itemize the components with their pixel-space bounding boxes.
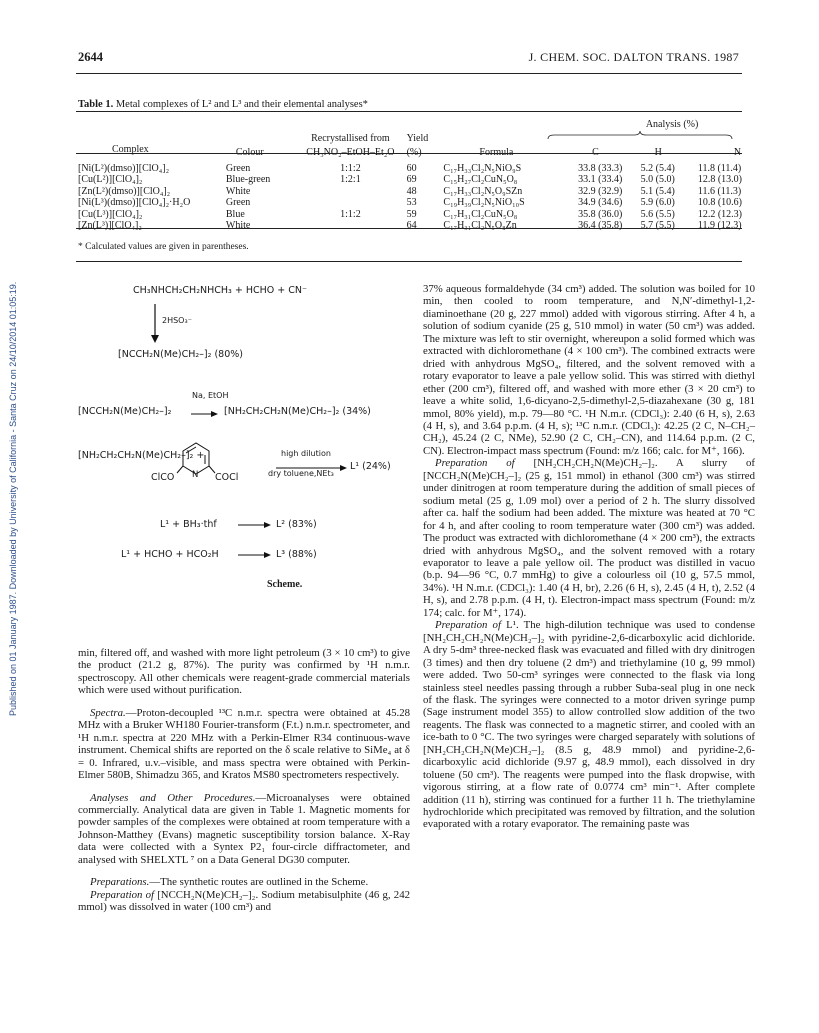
table-cell-complex: [Ni(L³)(dmso)][ClO₄]₂·H₂O <box>78 197 191 209</box>
right-column <box>423 283 755 831</box>
table-cell-c: 36.4 (35.8) <box>578 220 623 232</box>
table-section-rule <box>76 261 742 262</box>
table-cell-h: 5.9 (6.0) <box>640 197 675 209</box>
table-cell-c: 33.8 (33.3) <box>578 163 623 174</box>
scheme-reactants-4: L¹ + BH₃·thf <box>160 519 217 530</box>
table-cell-formula: C₁₇H₃₃Cl₂N₅O₉SZn <box>443 185 523 197</box>
table-cell-n: 11.9 (12.3) <box>697 220 742 232</box>
download-watermark: Published on 01 January 1987. Downloaded by University of California - Santa Cruz on 24/10/2014 01:05:19. <box>8 281 18 716</box>
scheme-reagent-1: 2HSO₃⁻ <box>162 316 192 325</box>
journal-header: J. CHEM. SOC. DALTON TRANS. 1987 <box>528 50 739 64</box>
table-cell-colour: Blue <box>225 208 245 220</box>
prep-nitrile-heading: Preparation of <box>90 888 154 901</box>
analysis-header: Analysis (%) <box>645 118 699 130</box>
header-colour: Colour <box>235 147 264 158</box>
header-yield-unit: (%) <box>406 147 422 158</box>
header-c: C <box>592 147 599 158</box>
scheme-reactants-5: L¹ + HCHO + HCO₂H <box>121 549 219 560</box>
metal-complex-table <box>78 118 742 231</box>
prep-nitrile-text: [NCCH₂N(Me)CH₂–]₂. Sodium metabisulphite (46 g, 242 mmol) was dissolved in water (100 cm³) and <box>78 888 410 914</box>
table-label: Table 1. <box>78 99 114 110</box>
header-formula: Formula <box>479 147 514 158</box>
header-yield: Yield <box>406 132 429 144</box>
table-header-rule <box>76 153 742 154</box>
scheme-condition-high-dilution: high dilution <box>281 449 331 458</box>
left-paragraph-preparations <box>78 876 410 888</box>
table-cell-h: 5.6 (5.5) <box>640 208 675 220</box>
left-paragraph-analyses <box>78 792 410 867</box>
left-paragraph-prep-nitrile <box>78 889 410 914</box>
spectra-text: —Proton-decoupled ¹³C n.m.r. spectra were obtained at 45.28 MHz with a Bruker WH180 Fourier-transform (F.t.) n.m.r. spectrometer, and ¹H n.m.r. spectra at 220 MHz with a Perkin-Elmer R34 continuous-wave instrument. Chemical shifts are reported on the δ scale relative to SiMe₄ at δ = 0. Infrared, u.v.–visible, and mass spectra were obtained with Perkin-Elmer 580B, Shimadzu 365, and Kratos MS80 spectrometers respectively. <box>78 706 410 782</box>
preparations-text: —The synthetic routes are outlined in the Scheme. <box>149 876 369 889</box>
table-cell-recryst <box>294 220 406 231</box>
spectra-heading: Spectra. <box>90 706 126 719</box>
scheme-product-1: [NCCH₂N(Me)CH₂–]₂ (80%) <box>118 349 243 360</box>
scheme-reactant-3: [NH₂CH₂CH₂N(Me)CH₂–]₂ + <box>78 450 205 461</box>
table-cell-complex: [Zn(L³)][ClO₄]₂ <box>78 220 142 232</box>
table-body <box>78 158 742 231</box>
table-cell-h: 5.0 (5.0) <box>640 174 675 186</box>
scheme-label: Scheme. <box>267 579 303 590</box>
scheme-product-4: L² (83%) <box>276 519 317 530</box>
scheme-reagent-2: Na, EtOH <box>192 391 229 400</box>
table-cell-formula: C₁₇H₃₃Cl₂N₅NiO₉S <box>443 163 522 174</box>
table-cell-recryst: 1:2:1 <box>340 174 361 186</box>
scheme-reactants-1: CH₃NHCH₂CH₂NHCH₃ + HCHO + CN⁻ <box>133 285 307 296</box>
analyses-text: —Microanalyses were obtained commercially. Analytical data are given in Table 1. Magnetic moments for powder samples of the complexes were obtained at room temperature with a Johnson-Matthey (Evans) magnetic susceptibility torsion balance. X-Ray data were collected with a Syntex P2₁ four-circle diffractometer, and analysed with SHELXTL ⁷ on a Data General DG30 computer. <box>78 791 410 866</box>
table-cell-yield: 69 <box>406 174 417 186</box>
arrow-4-head <box>264 522 271 528</box>
table-header-row-2 <box>78 144 742 158</box>
table-cell-recryst <box>294 186 406 197</box>
table-cell-yield: 53 <box>406 197 417 209</box>
table-cell-n: 10.8 (10.6) <box>697 197 742 209</box>
table-row <box>78 220 742 231</box>
scheme-reactant-2: [NCCH₂N(Me)CH₂–]₂ <box>78 406 172 417</box>
table-cell-complex: [Cu(L²)][ClO₄]₂ <box>78 174 143 186</box>
scheme-product-5: L³ (88%) <box>276 549 317 560</box>
left-column <box>78 647 410 914</box>
table-cell-formula: C₁₇H₃₁Cl₂N₅O₈Zn <box>443 220 517 232</box>
table-cell-n: 11.8 (11.4) <box>697 163 742 174</box>
synthesis-scheme <box>78 283 408 598</box>
table-cell-recryst: 1:1:2 <box>340 163 361 174</box>
table-row <box>78 209 742 220</box>
table-cell-n: 12.8 (13.0) <box>697 174 742 186</box>
table-cell-n: 12.2 (12.3) <box>697 208 742 220</box>
right-paragraph-1: 37% aqueous formaldehyde (34 cm³) added. The solution was boiled for 10 min, then cooled to room temperature, and N,N′-dimethyl-1,2-diaminoethane (20 g, 227 mmol) added with vigorous stirring. After 4 h, a solution of sodium cyanide (25 g, 510 mmol) in water (50 cm³) was added. The mixture was left to stir overnight, whereupon a solid formed which was extracted with dichloromethane (4 × 100 cm³). The combined extracts were dried with anhydrous MgSO₄, filtered, and the solvent removed with a rotary evaporator to leave a pale yellow solid. This was stirred with diethyl ether (200 cm³), filtered off, and washed with more ether (3 × 20 cm³) to leave a white solid, 1,6-dicyano-2,5-dimethyl-2,5-diazahexane (30 g, 181 mmol, 80% yield), m.p. 79—80 °C. ¹H N.m.r. (CDCl₃): 2.40 (6 H, s), 2.63 (4 H, s), and 3.64 p.p.m. (4 H, s); ¹³C n.m.r. (CDCl₃): 42.25 (2 C, N–CH₂–CH₂), 45.24 (2 C, NMe), 52.90 (2 C, CH₂–CN), and 114.64 p.p.m. (2 C, CN). Electron-impact mass spectrum (Found: m/z 166; calc. for M⁺, 166). <box>423 283 755 457</box>
header-recrystallised: Recrystallised from <box>311 132 390 144</box>
table-cell-colour: Green <box>225 163 251 174</box>
table-cell-yield: 64 <box>406 220 417 232</box>
scheme-condition-solvent: dry toluene,NEt₃ <box>268 469 334 478</box>
table-row <box>78 197 742 208</box>
table-cell-c: 33.1 (33.4) <box>578 174 623 186</box>
table-cell-complex: [Cu(L³)][ClO₄]₂ <box>78 208 143 220</box>
table-footnote: * Calculated values are given in parentheses. <box>78 242 249 252</box>
table-caption-text: Metal complexes of L² and L³ and their elemental analyses* <box>115 99 368 110</box>
right-paragraph-prep-l1 <box>423 619 755 831</box>
header-rule <box>76 73 742 74</box>
table-cell-recryst: 1:1:2 <box>340 208 361 220</box>
table-cell-colour: Blue-green <box>225 174 271 186</box>
right-paragraph-prep-amine <box>423 457 755 619</box>
prep-l1-text: L¹. The high-dilution technique was used to condense [NH₂CH₂CH₂N(Me)CH₂–]₂ with pyridine-2,6-dicarboxylic acid dichloride. A dry 5-dm³ three-necked flask was evacuated and filled with dry dinitrogen (3 times) and then dry toluene (2 dm³) and triethylamine (10 g, 99 mmol) were added. Two 50-cm³ syringes were connected to the flask via long stainless steel needles passing through a rubber Suba-seal plug in one neck of the flask. The syringes were connected to a motor driven syringe pump (Sage instrument model 355) to allow controlled slow addition of the two reagents. The flask was connected to a magnetic stirrer, and cooled with an ice-bath to 0 °C. The two syringes were charged separately with solutions of [NH₂CH₂CH₂N(Me)CH₂–]₂ (8.5 g, 48.9 mmol) and pyridine-2,6-dicarboxylic acid dichloride (9.97 g, 48.9 mmol), each dissolved in dry toluene (50 cm³). The reagents were pumped into the flask dropwise, with vigorous stirring, at a flow rate of 0.0774 cm³ min⁻¹. After complete addition (11 h), stirring was continued for a further 11 h. The triethylamine hydrochloride which precipitated was removed by filtration, and the solution evaporated with a rotary evaporator. The remaining paste was <box>423 619 756 831</box>
header-solvent: CH₃NO₂–EtOH–Et₂O <box>306 147 395 158</box>
table-cell-c: 32.9 (32.9) <box>578 185 623 197</box>
table-cell-yield: 59 <box>406 208 417 220</box>
prep-l1-heading: Preparation of <box>435 619 501 632</box>
table-row <box>78 174 742 185</box>
prep-amine-heading: Preparation of <box>435 457 515 470</box>
left-paragraph-spectra <box>78 707 410 782</box>
table-cell-yield: 60 <box>406 163 417 174</box>
table-cell-c: 35.8 (36.0) <box>578 208 623 220</box>
table-cell-complex: [Zn(L²)(dmso)][ClO₄]₂ <box>78 185 171 197</box>
scheme-product-2: [NH₂CH₂CH₂N(Me)CH₂–]₂ (34%) <box>224 406 371 417</box>
table-cell-c: 34.9 (34.6) <box>578 197 623 209</box>
header-h: H <box>654 147 662 158</box>
arrow-1-head <box>151 335 159 343</box>
scheme-clco-right: COCl <box>215 472 239 483</box>
left-paragraph-1: min, filtered off, and washed with more light petroleum (3 × 10 cm³) to give the product (21.2 g, 87%). The purity was confirmed by ¹H n.m.r. spectroscopy. All other chemicals were reagent-grade commercial materials which were used without purification. <box>78 647 410 697</box>
table-cell-formula: C₁₅H₂₇Cl₂CuN₅O₈ <box>443 174 518 186</box>
header-n: N <box>733 147 742 158</box>
table-cell-colour: Green <box>225 197 251 209</box>
scheme-product-3: L¹ (24%) <box>350 461 391 472</box>
table-cell-complex: [Ni(L²)(dmso)][ClO₄]₂ <box>78 163 170 174</box>
table-caption <box>78 99 368 110</box>
arrow-5-head <box>264 552 271 558</box>
table-cell-yield: 48 <box>406 185 417 197</box>
table-cell-h: 5.1 (5.4) <box>640 185 675 197</box>
table-row <box>78 158 742 174</box>
preparations-heading: Preparations. <box>90 876 150 889</box>
arrow-3-head <box>340 465 347 471</box>
table-cell-formula: C₁₉H₃₉Cl₂N₅NiO₁₀S <box>443 197 525 209</box>
table-cell-formula: C₁₇H₃₁Cl₂CuN₅O₈ <box>443 208 518 220</box>
table-cell-h: 5.7 (5.5) <box>640 220 675 232</box>
table-cell-h: 5.2 (5.4) <box>640 163 675 174</box>
table-top-rule <box>76 111 742 112</box>
table-header-row-analysis <box>78 118 742 130</box>
table-cell-n: 11.6 (11.3) <box>697 185 742 197</box>
table-cell-colour: White <box>225 185 251 197</box>
table-cell-recryst <box>294 197 406 208</box>
scheme-pyridine-n: N <box>192 470 199 480</box>
table-bottom-rule <box>76 228 742 229</box>
page-number: 2644 <box>78 50 103 64</box>
table-row <box>78 186 742 197</box>
prep-amine-text: [NH₂CH₂CH₂N(Me)CH₂–]₂. A slurry of [NCCH₂N(Me)CH₂–]₂ (25 g, 151 mmol) in ethanol (300 cm³) was stirred under dinitrogen at room temperature during the addition of small pieces of sodium metal (25 g, 1.09 mol) over a period of 2 h. The slurry dissolved after ca. half the sodium had been added. The mixture was heated at 70 °C for 4 h, and after cooling to room temperature water (300 cm³) was added. The product was extracted with dichloromethane (4 × 200 cm³), the extracts dried with anhydrous MgSO₄, and the solvent removed with a rotary evaporator to leave a pale yellow oil. The product was distilled in vacuo (b.p. 94—96 °C, 0.7 mmHg) to give a colourless oil (10 g, 57.5 mmol, 34%). ¹H N.m.r. (CDCl₃): 1.40 (4 H, br), 2.26 (6 H, s), 2.45 (4 H, t), 2.52 (4 H, s), and 2.78 p.p.m. (4 H, t). Electron-impact mass spectrum (Found: m/z 174; calc. for M⁺, 174). <box>423 457 756 619</box>
analyses-heading: Analyses and Other Procedures. <box>90 791 256 804</box>
table-header-row-1 <box>78 130 742 144</box>
arrow-2-head <box>211 411 218 417</box>
table-cell-colour: White <box>225 220 251 232</box>
header-complex: Complex <box>112 144 149 155</box>
scheme-clco-left: ClCO <box>151 472 175 483</box>
